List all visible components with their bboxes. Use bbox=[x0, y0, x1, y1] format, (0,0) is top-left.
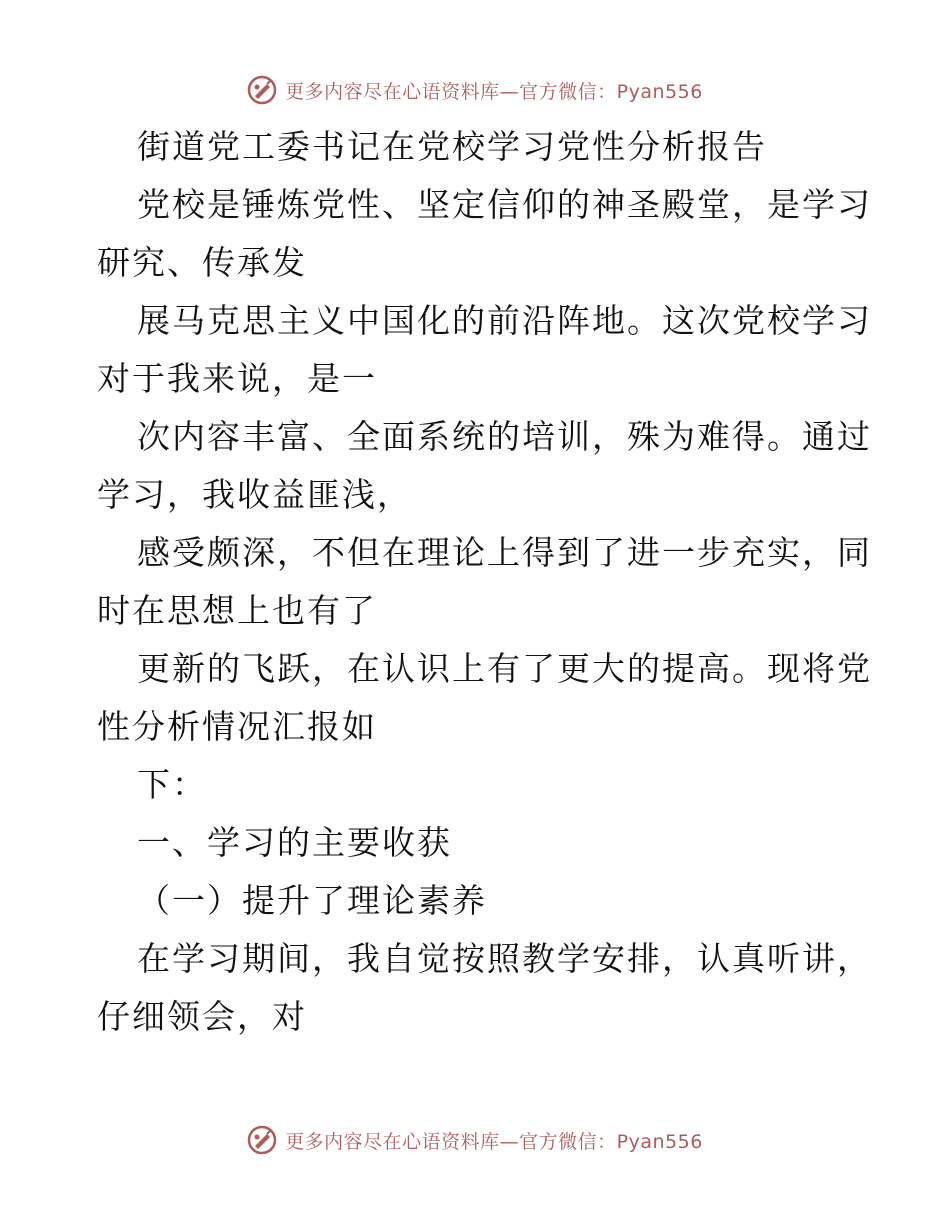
paragraph-line: 对于我来说，是一 bbox=[97, 359, 377, 398]
header-banner-text: 更多内容尽在心语资料库—官方微信：Pyan556 bbox=[285, 80, 703, 103]
document-title: 街道党工委书记在党校学习党性分析报告 bbox=[137, 127, 767, 166]
section-heading: 一、学习的主要收获 bbox=[137, 823, 452, 862]
paragraph-line: 在学习期间，我自觉按照教学安排，认真听讲， bbox=[137, 939, 872, 978]
paragraph-line: 学习，我收益匪浅， bbox=[97, 475, 412, 514]
paragraph-line: 研究、传承发 bbox=[97, 243, 307, 282]
paragraph-line: 下： bbox=[137, 765, 207, 804]
paragraph-line: 更新的飞跃，在认识上有了更大的提高。现将党 bbox=[137, 649, 872, 688]
paragraph-line: 党校是锤炼党性、坚定信仰的神圣殿堂，是学习 bbox=[137, 185, 872, 224]
subsection-heading: （一）提升了理论素养 bbox=[137, 881, 487, 920]
quill-seal-icon bbox=[247, 75, 277, 105]
footer-banner-text: 更多内容尽在心语资料库—官方微信：Pyan556 bbox=[285, 1130, 703, 1153]
header-banner bbox=[0, 70, 950, 110]
quill-seal-icon bbox=[247, 1125, 277, 1155]
paragraph-line: 仔细领会，对 bbox=[97, 997, 307, 1036]
paragraph-line: 感受颇深，不但在理论上得到了进一步充实，同 bbox=[137, 533, 872, 572]
document-body bbox=[97, 118, 872, 1046]
paragraph-line: 时在思想上也有了 bbox=[97, 591, 377, 630]
paragraph-line: 展马克思主义中国化的前沿阵地。这次党校学习 bbox=[137, 301, 872, 340]
paragraph-line: 性分析情况汇报如 bbox=[97, 707, 377, 746]
paragraph-line: 次内容丰富、全面系统的培训，殊为难得。通过 bbox=[137, 417, 872, 456]
footer-banner bbox=[0, 1120, 950, 1160]
